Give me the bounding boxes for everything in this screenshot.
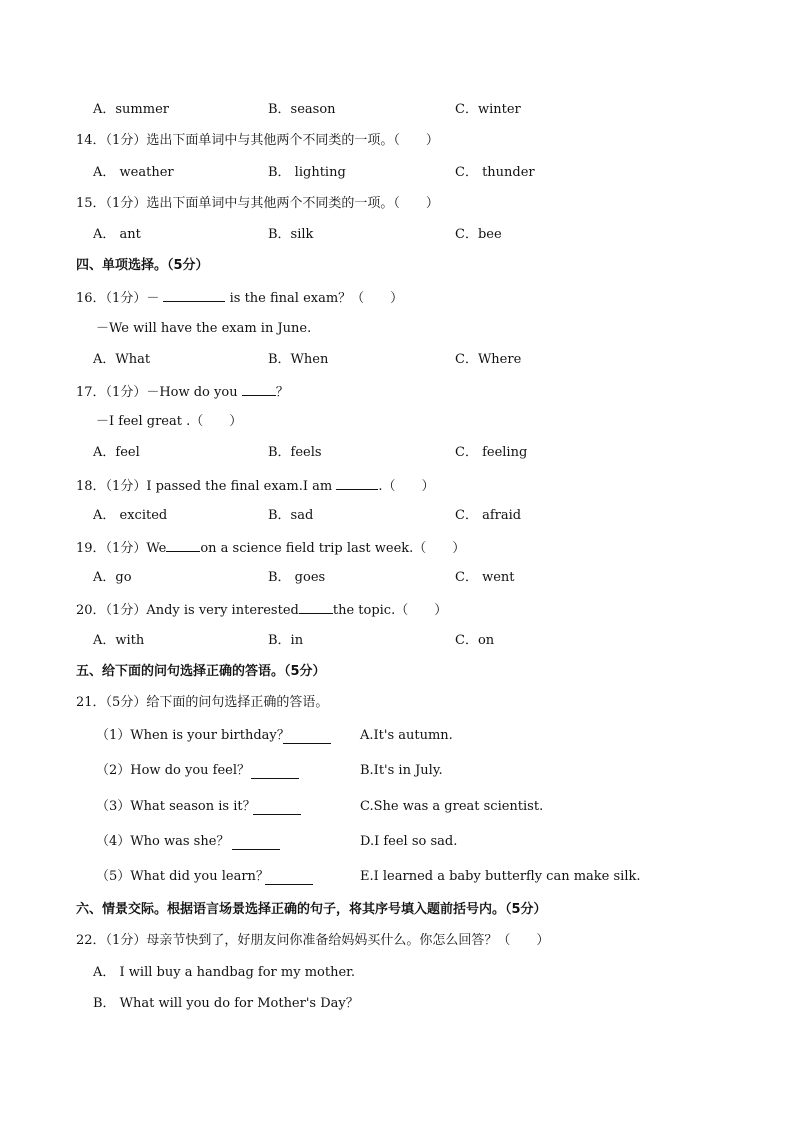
q20-blank: [299, 601, 333, 614]
q17-blank: [242, 383, 276, 396]
q16-stem: [76, 289, 403, 307]
q18-stem-post: .（ ）: [378, 479, 435, 494]
q14-option-a: A． weather: [93, 165, 174, 180]
q16-stem-pre: 16．（1分）－: [76, 291, 160, 306]
section-5-title: 五、给下面的问句选择正确的答语。（5分）: [76, 664, 326, 679]
q21-stem: 21．（5分）给下面的问句选择正确的答语。: [76, 695, 329, 710]
q20-stem-pre: 20．（1分）Andy is very interested: [76, 603, 299, 618]
q17-option-a: A．feel: [93, 445, 140, 460]
q16-blank: [163, 289, 225, 302]
q16-reply: －We will have the exam in June.: [96, 321, 312, 336]
q17-stem-pre: 17．（1分）－How do you: [76, 385, 238, 400]
q19-stem-post: on a science field trip last week.（ ）: [200, 541, 466, 556]
q21-answer-e: E.I learned a baby butterfly can make silk.: [360, 869, 641, 884]
q21-blank-5: [265, 872, 313, 885]
q20-option-c: C．on: [455, 633, 495, 648]
q13-option-b: B．season: [268, 102, 336, 117]
q21-blank-1: [283, 731, 331, 744]
q16-option-a: A．What: [93, 352, 151, 367]
q21-answer-c: C.She was a great scientist.: [360, 799, 544, 814]
section-6-title: 六、情景交际。根据语言场景选择正确的句子，将其序号填入题前括号内。（5分）: [76, 902, 547, 917]
q21-answer-b: B.It's in July.: [360, 763, 443, 778]
q15-option-a: A． ant: [93, 227, 141, 242]
q22-option-b: B． What will you do for Mother's Day？: [93, 996, 359, 1011]
q21-question-1: （1）When is your birthday？: [96, 728, 290, 743]
q21-question-4: （4）Who was she？: [96, 834, 230, 849]
q19-option-b: B． goes: [268, 570, 326, 585]
q20-stem: [76, 601, 447, 619]
q17-reply: －I feel great .（ ）: [96, 414, 243, 429]
q14-option-b: B． lighting: [268, 165, 346, 180]
q18-stem-pre: 18．（1分）I passed the final exam.I am: [76, 479, 333, 494]
q16-option-c: C．Where: [455, 352, 522, 367]
q17-stem: [76, 383, 289, 401]
q19-stem: [76, 539, 465, 557]
q19-stem-pre: 19．（1分）We: [76, 541, 167, 556]
q19-option-a: A．go: [93, 570, 132, 585]
q14-stem: 14．（1分）选出下面单词中与其他两个不同类的一项。（ ）: [76, 133, 439, 148]
q22-option-a: A． I will buy a handbag for my mother.: [93, 965, 356, 980]
q17-stem-post: ？: [275, 385, 289, 400]
q21-question-5: （5）What did you learn？: [96, 869, 269, 884]
q21-blank-2: [251, 766, 299, 779]
q16-stem-post: is the final exam？（ ）: [229, 291, 404, 306]
q18-stem: [76, 477, 435, 495]
q13-option-c: C．winter: [455, 102, 521, 117]
q21-answer-d: D.I feel so sad.: [360, 834, 458, 849]
q18-blank: [336, 477, 378, 490]
q15-option-c: C．bee: [455, 227, 502, 242]
q18-option-b: B．sad: [268, 508, 314, 523]
q21-blank-3: [253, 802, 301, 815]
q21-answer-a: A.It's autumn.: [360, 728, 453, 743]
section-4-title: 四、单项选择。（5分）: [76, 258, 209, 273]
q22-stem: 22．（1分）母亲节快到了，好朋友问你准备给妈妈买什么。你怎么回答？（ ）: [76, 933, 550, 948]
q20-option-b: B．in: [268, 633, 304, 648]
q17-option-b: B．feels: [268, 445, 322, 460]
q18-option-a: A． excited: [93, 508, 168, 523]
q14-option-c: C． thunder: [455, 165, 535, 180]
q21-blank-4: [232, 837, 280, 850]
q13-option-a: A．summer: [93, 102, 169, 117]
q16-option-b: B．When: [268, 352, 329, 367]
q20-option-a: A．with: [93, 633, 145, 648]
q20-stem-post: the topic.（ ）: [332, 603, 448, 618]
q21-question-3: （3）What season is it？: [96, 799, 256, 814]
q18-option-c: C． afraid: [455, 508, 522, 523]
q17-option-c: C． feeling: [455, 445, 528, 460]
q15-option-b: B．silk: [268, 227, 314, 242]
q15-stem: 15．（1分）选出下面单词中与其他两个不同类的一项。（ ）: [76, 196, 439, 211]
q19-blank: [166, 539, 200, 552]
q21-question-2: （2）How do you feel？: [96, 763, 251, 778]
q19-option-c: C． went: [455, 570, 515, 585]
